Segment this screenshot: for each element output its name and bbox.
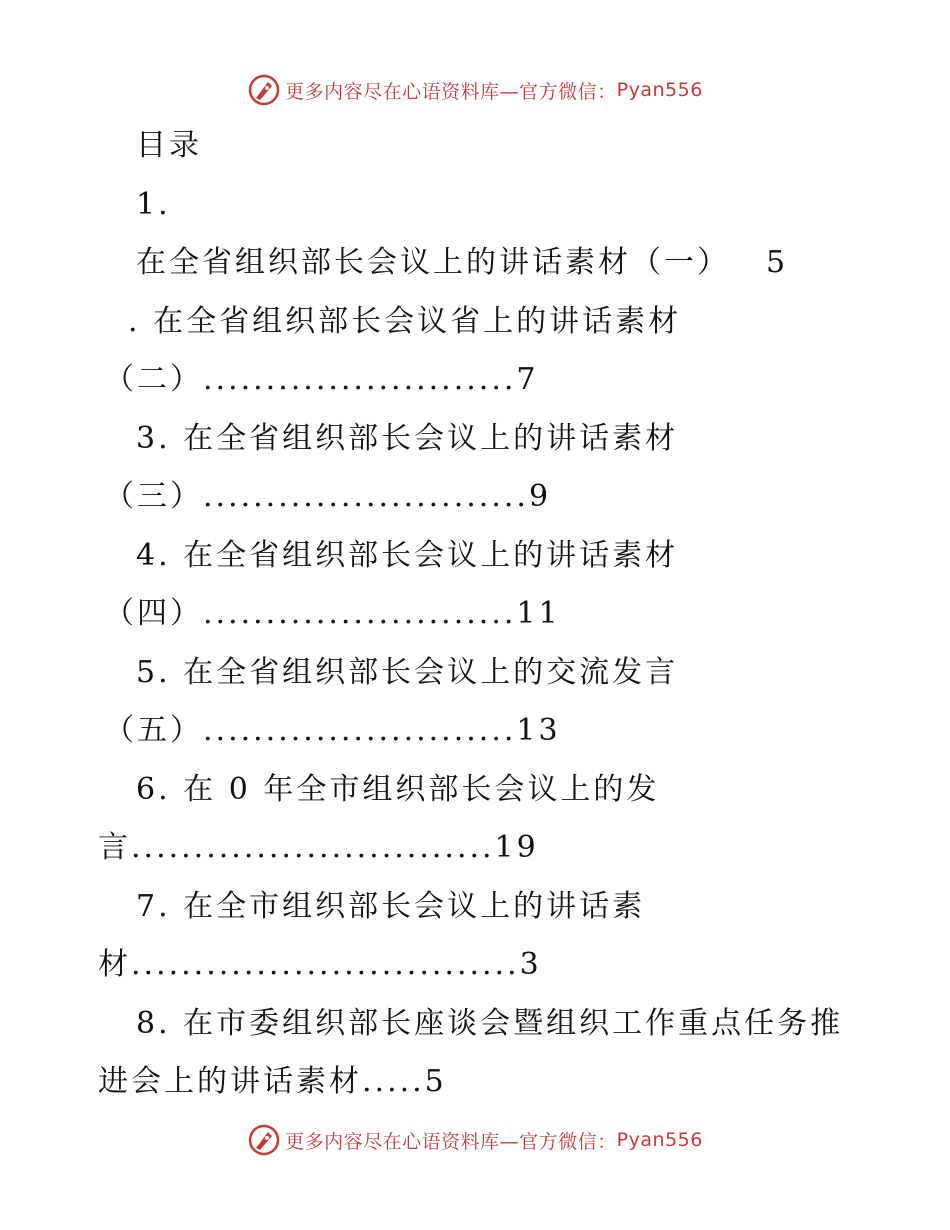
toc-leader-2: （二）.........................7: [104, 362, 539, 397]
toc-leader-6: 言.............................19: [98, 830, 539, 865]
toc-entry-3: 3. 在全省组织部长会议上的讲话素材: [136, 421, 679, 456]
toc-leader-5: （五）.........................13: [104, 713, 561, 748]
toc-entry-4: 4. 在全省组织部长会议上的讲话素材: [136, 538, 679, 573]
toc-entry-5: 5. 在全省组织部长会议上的交流发言: [136, 655, 679, 690]
toc-entry-8: 8. 在市委组织部长座谈会暨组织工作重点任务推: [136, 1006, 844, 1041]
pen-nib-logo-icon: [247, 1123, 281, 1157]
banner-text: 更多内容尽在心语资料库—官方微信：: [285, 80, 617, 103]
toc-leader-4: （四）.........................11: [104, 596, 561, 631]
banner-account: Pyan556: [616, 1129, 703, 1151]
toc-entry-7: 7. 在全市组织部长会议上的讲话素: [136, 889, 646, 924]
toc-leader-7: 材...............................3: [98, 947, 542, 982]
pen-nib-logo-icon: [247, 73, 281, 107]
toc-title: 目录: [136, 128, 202, 163]
toc-line: 1.: [136, 187, 171, 222]
banner-account: Pyan556: [616, 79, 703, 101]
toc-entry-6: 6. 在 0 年全市组织部长会议上的发: [136, 772, 660, 807]
toc-page-number: 5: [766, 245, 786, 280]
header-watermark-banner: [0, 70, 950, 110]
toc-leader-3: （三）..........................9: [104, 479, 552, 514]
toc-leader-8: 进会上的讲话素材.....5: [98, 1064, 447, 1099]
toc-entry-2: . 在全省组织部长会议省上的讲话素材: [128, 304, 682, 339]
toc-entry-1: 在全省组织部长会议上的讲话素材（一）: [136, 245, 730, 280]
banner-text: 更多内容尽在心语资料库—官方微信：: [285, 1130, 617, 1153]
footer-watermark-banner: [0, 1120, 950, 1160]
